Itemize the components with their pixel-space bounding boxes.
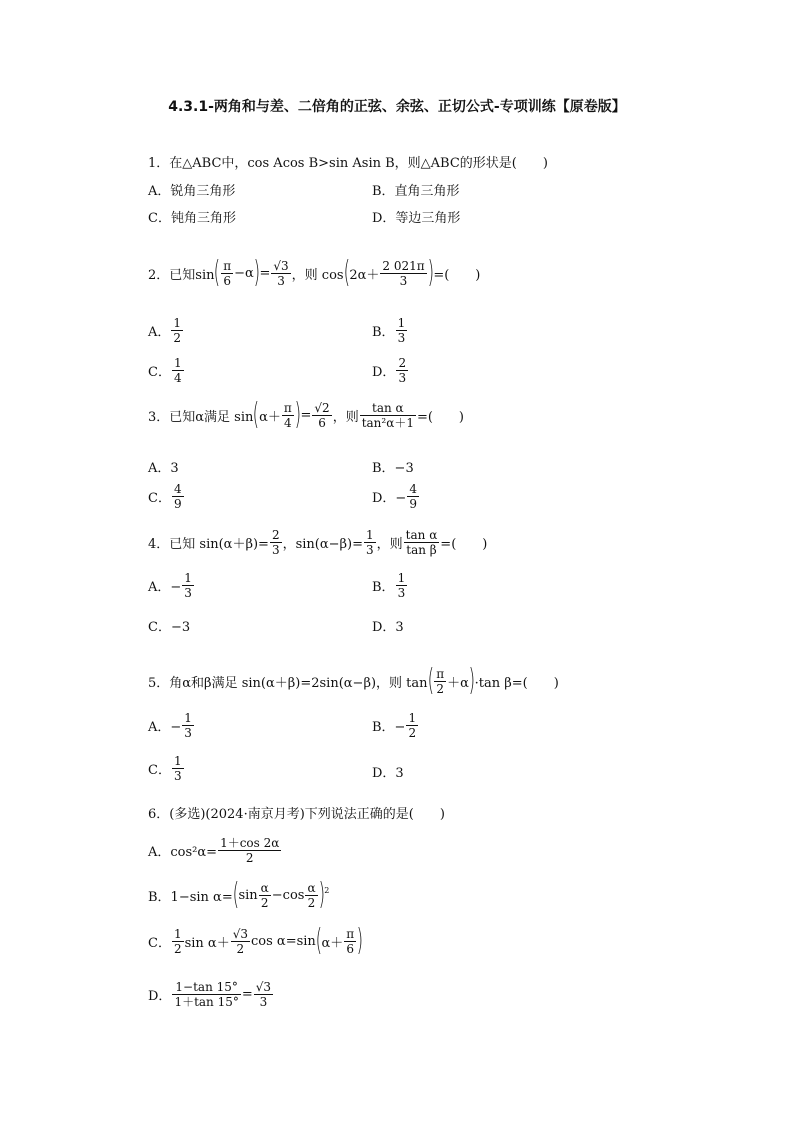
question-2-option-b: B． $\frac{1}{3}$ xyxy=(372,316,406,345)
question-1-option-d: D．等边三角形 xyxy=(372,211,461,226)
question-1-option-b: B．直角三角形 xyxy=(372,184,460,199)
question-5-option-b: B．− $\frac{1}{2}$ xyxy=(372,711,417,740)
fraction: $\frac{√3}{3}$ xyxy=(273,258,289,288)
question-2-option-d: D． $\frac{2}{3}$ xyxy=(372,356,407,385)
question-5-option-a: A．− $\frac{1}{3}$ xyxy=(148,711,192,740)
question-3-option-c: C． $\frac{4}{9}$ xyxy=(148,482,182,511)
page-title: 4.3.1-两角和与差、二倍角的正弦、余弦、正切公式-专项训练【原卷版】 xyxy=(168,99,626,115)
question-6-stem: 6．(多选)(2024·南京月考)下列说法正确的是( ) xyxy=(148,807,445,822)
question-1-stem: 1．在△ABC中，cos Acos B>sin Asin B，则△ABC的形状是( ) xyxy=(148,156,548,171)
question-2-option-a: A． $\frac{1}{2}$ xyxy=(148,316,182,345)
question-4-option-d: D．3 xyxy=(372,620,404,635)
question-6-option-c: C． $\frac{1}{2}$ sin α＋ $\frac{√3}{2}$ cos α=sin(α＋ $\frac{\pi}{6}$ ) xyxy=(148,923,364,958)
fraction: $\frac{2 021\pi}{3}$ xyxy=(382,258,425,288)
question-4-option-c: C．−3 xyxy=(148,620,191,635)
question-2-stem: 2．已知sin( $\frac{\pi}{6}$ −α)= $\frac{√3}{3}$ ，则 cos(2α＋ $\frac{2 021\pi}{3}$ )=( ) xyxy=(148,255,481,290)
question-5-option-c: C． $\frac{1}{3}$ xyxy=(148,754,182,783)
question-4-stem: 4．已知 sin(α＋β)= $\frac{2}{3}$ ，sin(α−β)= $\frac{1}{3}$ ，则 $\frac{\text{tan α}}{\text{tan β}}$ =( ) xyxy=(148,528,488,557)
question-3-stem: 3．已知α满足 sin(α＋ $\frac{\pi}{4}$ )= $\frac{√2}{6}$ ，则 $\frac{\text{tan α}}{\text{tan²α＋1}}$ =( ) xyxy=(148,397,465,432)
question-4-option-b: B． $\frac{1}{3}$ xyxy=(372,571,406,600)
question-6-option-d: D． $\frac{1-\tan 15^\circ}{1+\tan 15^\circ}$ = $\frac{√3}{3}$ xyxy=(148,980,272,1009)
fraction: $\frac{\pi}{6}$ xyxy=(223,258,232,288)
question-1-option-a: A．锐角三角形 xyxy=(148,184,236,199)
question-4-option-a: A．− $\frac{1}{3}$ xyxy=(148,571,192,600)
question-1-option-c: C．钝角三角形 xyxy=(148,211,236,226)
question-6-option-b: B．1−sin α=(sin $\frac{\alpha}{2}$ −cos $\frac{\alpha}{2}$ )$^2$ xyxy=(148,877,330,912)
question-3-option-b: B．−3 xyxy=(372,461,414,476)
question-6-option-a: A．cos²α= $\frac{1+\cos 2\alpha}{2}$ xyxy=(148,836,280,865)
question-3-option-a: A．3 xyxy=(148,461,179,476)
question-5-option-d: D．3 xyxy=(372,766,404,781)
question-3-option-d: D．− $\frac{4}{9}$ xyxy=(372,482,417,511)
question-2-option-c: C． $\frac{1}{4}$ xyxy=(148,356,182,385)
question-5-stem: 5．角α和β满足 sin(α＋β)=2sin(α−β)，则 tan( $\frac{\pi}{2}$ ＋α)·tan β=( ) xyxy=(148,663,559,698)
